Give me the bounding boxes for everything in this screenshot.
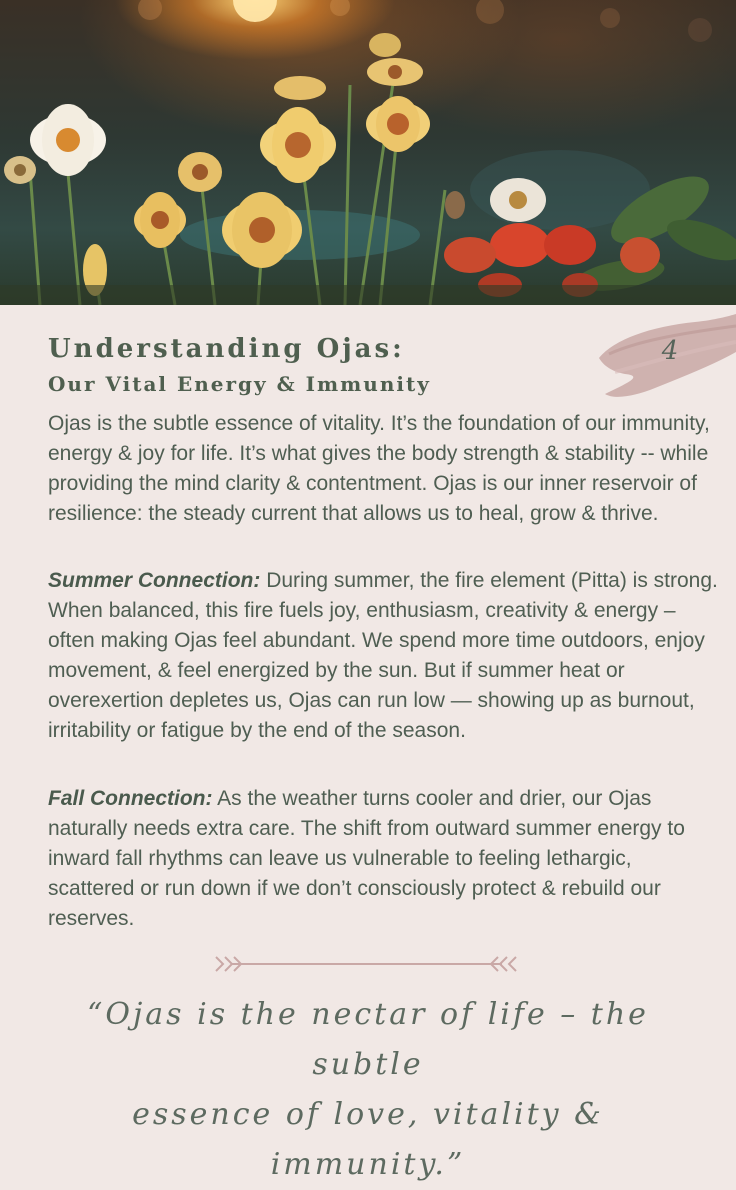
intro-paragraph: Ojas is the subtle essence of vitality. It’s the foundation of our immunity, energy & joy for life. It’s what gives the body strength & stability -- while providing the mind clarity & contentment. Ojas is our inner reservoir of resilience: the steady current that allows us to heal, grow & thrive. — [48, 412, 710, 525]
page-title: Understanding Ojas: — [48, 334, 405, 364]
fall-text: As the weather turns cooler and drier, our Ojas naturally needs extra care. The shift from outward summer energy to inward fall rhythms can leave us vulnerable to feeling lethargic, scattered or run down if we don’t consciously protect & rebuild our reserves. — [48, 787, 685, 930]
summer-paragraph — [48, 566, 718, 746]
page-subtitle: Our Vital Energy & Immunity — [48, 372, 431, 396]
closing-quote — [30, 990, 706, 1190]
summer-text: During summer, the fire element (Pitta) is strong. When balanced, this fire fuels joy, enthusiasm, creativity & energy – often making Ojas feel abundant. We spend more time outdoors, enjoy movement, & feel energized by the sun. But if summer heat or overexertion depletes us, Ojas can run low — showing up as burnout, irritability or fatigue by the end of the season. — [48, 569, 718, 742]
quote-line-1: “Ojas is the nectar of life – the subtle — [87, 997, 649, 1082]
page-number: 4 — [661, 336, 679, 366]
arrow-divider-icon — [212, 952, 520, 976]
fall-lead: Fall Connection: — [48, 787, 213, 810]
fall-paragraph — [48, 784, 718, 934]
hero-flower-photo — [0, 0, 736, 305]
flower-illustration — [0, 0, 736, 305]
quote-line-2: essence of love, vitality & immunity.” — [132, 1097, 604, 1182]
summer-lead: Summer Connection: — [48, 569, 261, 592]
